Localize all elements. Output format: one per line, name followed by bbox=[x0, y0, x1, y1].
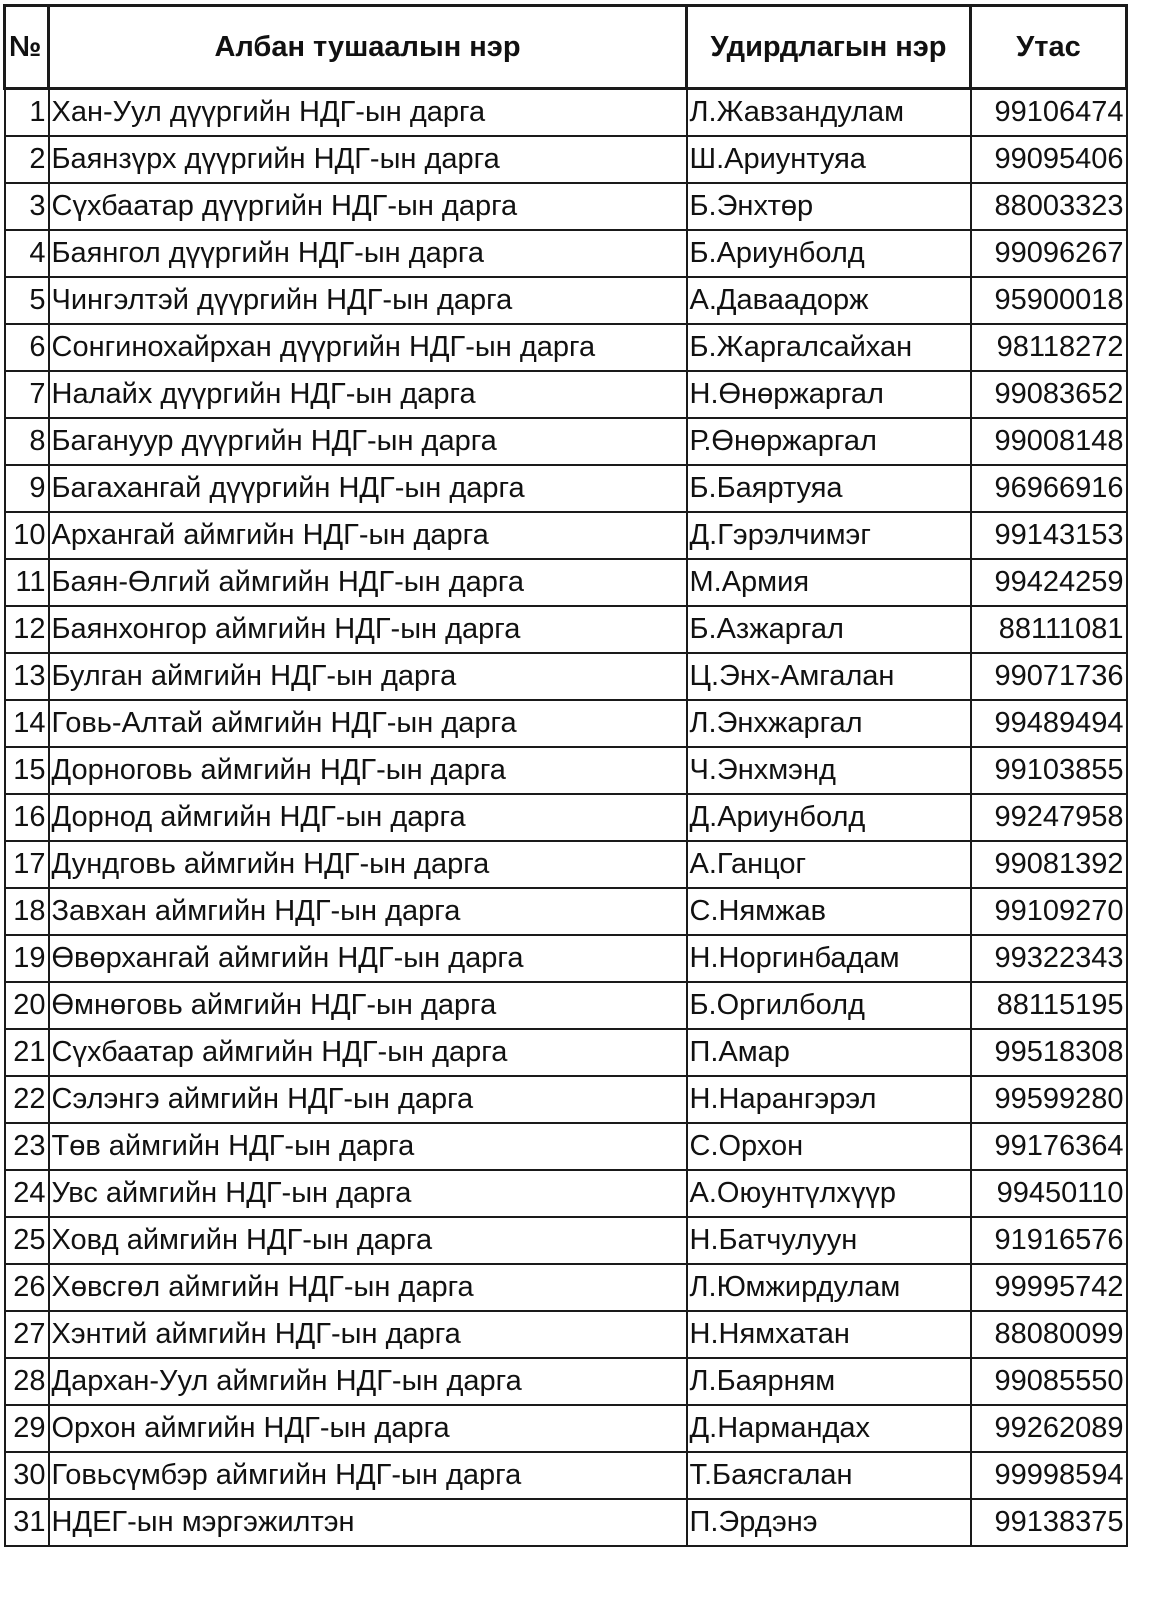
phone-cell: 88003323 bbox=[971, 183, 1127, 230]
contacts-table bbox=[3, 4, 1128, 1547]
row-number-cell: 29 bbox=[5, 1405, 49, 1452]
position-cell: Дархан-Уул аймгийн НДГ-ын дарга bbox=[49, 1358, 687, 1405]
row-number-cell: 2 bbox=[5, 136, 49, 183]
phone-cell: 88080099 bbox=[971, 1311, 1127, 1358]
position-cell: Өвөрхангай аймгийн НДГ-ын дарга bbox=[49, 935, 687, 982]
leader-name-cell: Н.Өнөржаргал bbox=[687, 371, 971, 418]
phone-cell: 99176364 bbox=[971, 1123, 1127, 1170]
phone-cell: 99081392 bbox=[971, 841, 1127, 888]
position-cell: Чингэлтэй дүүргийн НДГ-ын дарга bbox=[49, 277, 687, 324]
leader-name-cell: А.Оюунтүлхүүр bbox=[687, 1170, 971, 1217]
position-cell: Булган аймгийн НДГ-ын дарга bbox=[49, 653, 687, 700]
row-number-cell: 28 bbox=[5, 1358, 49, 1405]
phone-cell: 99518308 bbox=[971, 1029, 1127, 1076]
leader-name-cell: С.Орхон bbox=[687, 1123, 971, 1170]
position-cell: Дундговь аймгийн НДГ-ын дарга bbox=[49, 841, 687, 888]
table-row bbox=[5, 606, 1127, 653]
table-row bbox=[5, 1170, 1127, 1217]
phone-cell: 99998594 bbox=[971, 1452, 1127, 1499]
leader-name-cell: П.Эрдэнэ bbox=[687, 1499, 971, 1546]
table-row bbox=[5, 136, 1127, 183]
row-number-cell: 30 bbox=[5, 1452, 49, 1499]
row-number-cell: 1 bbox=[5, 89, 49, 137]
row-number-cell: 20 bbox=[5, 982, 49, 1029]
phone-cell: 99247958 bbox=[971, 794, 1127, 841]
phone-cell: 99489494 bbox=[971, 700, 1127, 747]
position-cell: Говьсүмбэр аймгийн НДГ-ын дарга bbox=[49, 1452, 687, 1499]
table-row bbox=[5, 841, 1127, 888]
position-cell: Төв аймгийн НДГ-ын дарга bbox=[49, 1123, 687, 1170]
leader-name-cell: Д.Ариунболд bbox=[687, 794, 971, 841]
table-row bbox=[5, 277, 1127, 324]
leader-name-cell: Б.Оргилболд bbox=[687, 982, 971, 1029]
row-number-cell: 13 bbox=[5, 653, 49, 700]
table-header bbox=[5, 6, 1127, 89]
position-cell: Баянзүрх дүүргийн НДГ-ын дарга bbox=[49, 136, 687, 183]
table-row bbox=[5, 1264, 1127, 1311]
leader-name-cell: П.Амар bbox=[687, 1029, 971, 1076]
row-number-cell: 9 bbox=[5, 465, 49, 512]
row-number-cell: 12 bbox=[5, 606, 49, 653]
position-cell: Дорноговь аймгийн НДГ-ын дарга bbox=[49, 747, 687, 794]
phone-cell: 99008148 bbox=[971, 418, 1127, 465]
table-row bbox=[5, 700, 1127, 747]
table-row bbox=[5, 1029, 1127, 1076]
table-row bbox=[5, 653, 1127, 700]
leader-name-cell: Р.Өнөржаргал bbox=[687, 418, 971, 465]
phone-cell: 99322343 bbox=[971, 935, 1127, 982]
position-cell: Сэлэнгэ аймгийн НДГ-ын дарга bbox=[49, 1076, 687, 1123]
row-number-cell: 17 bbox=[5, 841, 49, 888]
table-row bbox=[5, 1123, 1127, 1170]
table-row bbox=[5, 371, 1127, 418]
position-cell: Ховд аймгийн НДГ-ын дарга bbox=[49, 1217, 687, 1264]
phone-cell: 99424259 bbox=[971, 559, 1127, 606]
phone-cell: 95900018 bbox=[971, 277, 1127, 324]
row-number-cell: 10 bbox=[5, 512, 49, 559]
phone-cell: 99450110 bbox=[971, 1170, 1127, 1217]
leader-name-cell: Ш.Ариунтуяа bbox=[687, 136, 971, 183]
phone-cell: 98118272 bbox=[971, 324, 1127, 371]
position-cell: Увс аймгийн НДГ-ын дарга bbox=[49, 1170, 687, 1217]
table-row bbox=[5, 982, 1127, 1029]
phone-cell: 88115195 bbox=[971, 982, 1127, 1029]
row-number-cell: 31 bbox=[5, 1499, 49, 1546]
position-cell: Өмнөговь аймгийн НДГ-ын дарга bbox=[49, 982, 687, 1029]
leader-name-cell: Л.Жавзандулам bbox=[687, 89, 971, 137]
position-cell: Багануур дүүргийн НДГ-ын дарга bbox=[49, 418, 687, 465]
table-row bbox=[5, 512, 1127, 559]
row-number-cell: 7 bbox=[5, 371, 49, 418]
table-row bbox=[5, 935, 1127, 982]
table-body bbox=[5, 89, 1127, 1547]
leader-name-cell: Н.Нямхатан bbox=[687, 1311, 971, 1358]
row-number-cell: 4 bbox=[5, 230, 49, 277]
leader-name-cell: Л.Юмжирдулам bbox=[687, 1264, 971, 1311]
position-cell: Баян-Өлгий аймгийн НДГ-ын дарга bbox=[49, 559, 687, 606]
row-number-cell: 15 bbox=[5, 747, 49, 794]
leader-name-cell: Б.Азжаргал bbox=[687, 606, 971, 653]
leader-name-cell: Н.Нарангэрэл bbox=[687, 1076, 971, 1123]
phone-cell: 96966916 bbox=[971, 465, 1127, 512]
leader-name-cell: Ч.Энхмэнд bbox=[687, 747, 971, 794]
phone-cell: 88111081 bbox=[971, 606, 1127, 653]
leader-name-cell: Б.Ариунболд bbox=[687, 230, 971, 277]
row-number-cell: 3 bbox=[5, 183, 49, 230]
leader-name-cell: Б.Баяртуяа bbox=[687, 465, 971, 512]
table-row bbox=[5, 230, 1127, 277]
position-cell: НДЕГ-ын мэргэжилтэн bbox=[49, 1499, 687, 1546]
row-number-cell: 24 bbox=[5, 1170, 49, 1217]
leader-name-cell: А.Ганцог bbox=[687, 841, 971, 888]
leader-name-cell: Д.Нармандах bbox=[687, 1405, 971, 1452]
table-row bbox=[5, 1452, 1127, 1499]
header-position: Албан тушаалын нэр bbox=[49, 6, 687, 89]
row-number-cell: 26 bbox=[5, 1264, 49, 1311]
row-number-cell: 5 bbox=[5, 277, 49, 324]
position-cell: Багахангай дүүргийн НДГ-ын дарга bbox=[49, 465, 687, 512]
position-cell: Говь-Алтай аймгийн НДГ-ын дарга bbox=[49, 700, 687, 747]
position-cell: Дорнод аймгийн НДГ-ын дарга bbox=[49, 794, 687, 841]
table-row bbox=[5, 89, 1127, 137]
position-cell: Орхон аймгийн НДГ-ын дарга bbox=[49, 1405, 687, 1452]
leader-name-cell: М.Армия bbox=[687, 559, 971, 606]
leader-name-cell: Л.Баярням bbox=[687, 1358, 971, 1405]
leader-name-cell: Ц.Энх-Амгалан bbox=[687, 653, 971, 700]
table-row bbox=[5, 1358, 1127, 1405]
row-number-cell: 27 bbox=[5, 1311, 49, 1358]
header-number: № bbox=[5, 6, 49, 89]
phone-cell: 99106474 bbox=[971, 89, 1127, 137]
leader-name-cell: Т.Баясгалан bbox=[687, 1452, 971, 1499]
table-row bbox=[5, 1076, 1127, 1123]
phone-cell: 99096267 bbox=[971, 230, 1127, 277]
leader-name-cell: Б.Энхтөр bbox=[687, 183, 971, 230]
row-number-cell: 19 bbox=[5, 935, 49, 982]
position-cell: Баянхонгор аймгийн НДГ-ын дарга bbox=[49, 606, 687, 653]
header-row bbox=[5, 6, 1127, 89]
leader-name-cell: Б.Жаргалсайхан bbox=[687, 324, 971, 371]
table-row bbox=[5, 1217, 1127, 1264]
position-cell: Сүхбаатар дүүргийн НДГ-ын дарга bbox=[49, 183, 687, 230]
phone-cell: 99095406 bbox=[971, 136, 1127, 183]
table-row bbox=[5, 418, 1127, 465]
row-number-cell: 22 bbox=[5, 1076, 49, 1123]
phone-cell: 99071736 bbox=[971, 653, 1127, 700]
table-row bbox=[5, 1311, 1127, 1358]
position-cell: Хэнтий аймгийн НДГ-ын дарга bbox=[49, 1311, 687, 1358]
position-cell: Сонгинохайрхан дүүргийн НДГ-ын дарга bbox=[49, 324, 687, 371]
table-row bbox=[5, 465, 1127, 512]
leader-name-cell: Л.Энхжаргал bbox=[687, 700, 971, 747]
phone-cell: 99103855 bbox=[971, 747, 1127, 794]
row-number-cell: 25 bbox=[5, 1217, 49, 1264]
row-number-cell: 23 bbox=[5, 1123, 49, 1170]
position-cell: Баянгол дүүргийн НДГ-ын дарга bbox=[49, 230, 687, 277]
table-row bbox=[5, 1499, 1127, 1546]
position-cell: Архангай аймгийн НДГ-ын дарга bbox=[49, 512, 687, 559]
phone-cell: 99083652 bbox=[971, 371, 1127, 418]
table-row bbox=[5, 1405, 1127, 1452]
phone-cell: 99262089 bbox=[971, 1405, 1127, 1452]
phone-cell: 99143153 bbox=[971, 512, 1127, 559]
position-cell: Хан-Уул дүүргийн НДГ-ын дарга bbox=[49, 89, 687, 137]
header-phone: Утас bbox=[971, 6, 1127, 89]
table-row bbox=[5, 183, 1127, 230]
leader-name-cell: Н.Батчулуун bbox=[687, 1217, 971, 1264]
header-leader: Удирдлагын нэр bbox=[687, 6, 971, 89]
leader-name-cell: Д.Гэрэлчимэг bbox=[687, 512, 971, 559]
phone-cell: 99138375 bbox=[971, 1499, 1127, 1546]
phone-cell: 99995742 bbox=[971, 1264, 1127, 1311]
row-number-cell: 21 bbox=[5, 1029, 49, 1076]
position-cell: Налайх дүүргийн НДГ-ын дарга bbox=[49, 371, 687, 418]
row-number-cell: 8 bbox=[5, 418, 49, 465]
table-row bbox=[5, 747, 1127, 794]
row-number-cell: 14 bbox=[5, 700, 49, 747]
table-row bbox=[5, 559, 1127, 606]
table-row bbox=[5, 888, 1127, 935]
leader-name-cell: Н.Норгинбадам bbox=[687, 935, 971, 982]
phone-cell: 91916576 bbox=[971, 1217, 1127, 1264]
position-cell: Хөвсгөл аймгийн НДГ-ын дарга bbox=[49, 1264, 687, 1311]
row-number-cell: 16 bbox=[5, 794, 49, 841]
row-number-cell: 11 bbox=[5, 559, 49, 606]
phone-cell: 99085550 bbox=[971, 1358, 1127, 1405]
position-cell: Завхан аймгийн НДГ-ын дарга bbox=[49, 888, 687, 935]
position-cell: Сүхбаатар аймгийн НДГ-ын дарга bbox=[49, 1029, 687, 1076]
row-number-cell: 18 bbox=[5, 888, 49, 935]
row-number-cell: 6 bbox=[5, 324, 49, 371]
leader-name-cell: С.Нямжав bbox=[687, 888, 971, 935]
table-row bbox=[5, 324, 1127, 371]
leader-name-cell: А.Даваадорж bbox=[687, 277, 971, 324]
phone-cell: 99109270 bbox=[971, 888, 1127, 935]
table-row bbox=[5, 794, 1127, 841]
phone-cell: 99599280 bbox=[971, 1076, 1127, 1123]
